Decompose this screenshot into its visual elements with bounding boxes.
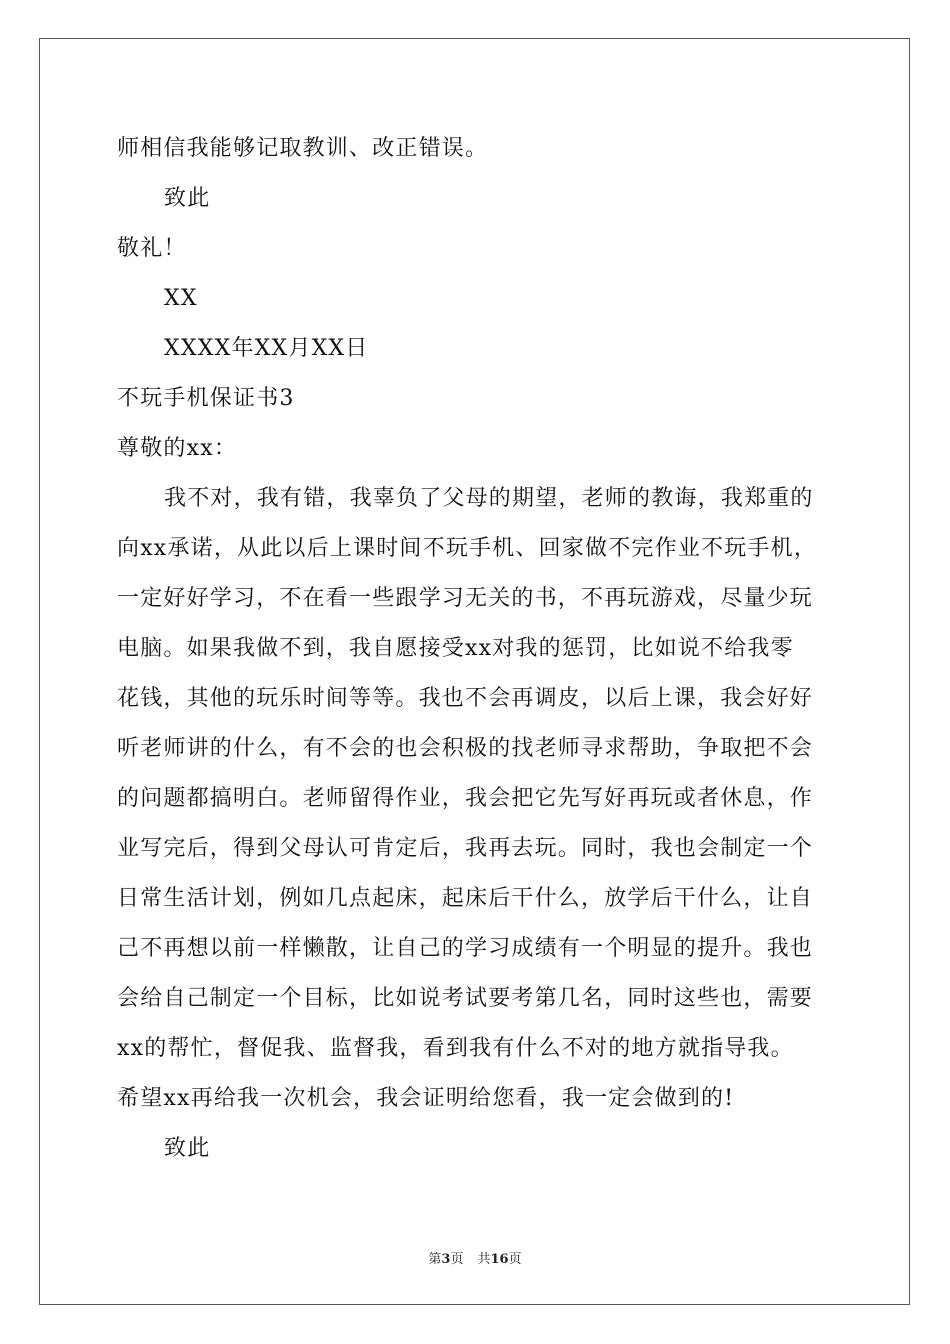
paragraph-line: 希望xx再给我一次机会，我会证明给您看，我一定会做到的! [117,1086,735,1111]
footer-page-prefix: 第 [428,1252,442,1267]
paragraph-line: 业写完后，得到父母认可肯定后，我再去玩。同时，我也会制定一个 [117,836,814,861]
paragraph-line: 听老师讲的什么，有不会的也会积极的找老师寻求帮助，争取把不会 [117,736,814,761]
paragraph-line: 一定好好学习，不在看一些跟学习无关的书，不再玩游戏，尽量少玩 [117,586,814,611]
section-title: 不玩手机保证书3 [117,386,295,411]
text-line: 师相信我能够记取教训、改正错误。 [117,136,489,161]
footer-page-number: 3 [441,1252,451,1267]
paragraph-line: xx的帮忙，督促我、监督我，看到我有什么不对的地方就指导我。 [117,1036,794,1061]
signature-date: XXXX年XX月XX日 [164,336,369,361]
document-body [117,124,837,1174]
footer-total-suffix: 页 [508,1252,522,1267]
salutation-line: 敬礼！ [117,236,187,261]
page-footer [0,1248,950,1267]
paragraph-line: 我不对，我有错，我辜负了父母的期望，老师的教诲，我郑重的 [164,486,814,511]
paragraph-line: 花钱，其他的玩乐时间等等。我也不会再调皮，以后上课，我会好好 [117,686,814,711]
paragraph-line: 向xx承诺，从此以后上课时间不玩手机、回家做不完作业不玩手机， [117,536,818,561]
closing-line: 致此 [164,1136,211,1161]
paragraph-line: 日常生活计划，例如几点起床，起床后干什么，放学后干什么，让自 [117,886,814,911]
paragraph-line: 会给自己制定一个目标，比如说考试要考第几名，同时这些也，需要 [117,986,814,1011]
paragraph-line: 的问题都搞明白。老师留得作业，我会把它先写好再玩或者休息，作 [117,786,814,811]
paragraph-line: 己不再想以前一样懒散，让自己的学习成绩有一个明显的提升。我也 [117,936,814,961]
signature-name: XX [164,286,198,311]
paragraph-line: 电脑。如果我做不到，我自愿接受xx对我的惩罚，比如说不给我零 [117,636,794,661]
footer-total-prefix: 共 [477,1252,491,1267]
greeting-line: 尊敬的xx： [117,436,238,461]
footer-total-number: 16 [490,1252,509,1267]
footer-page-suffix: 页 [450,1252,464,1267]
closing-line: 致此 [164,186,211,211]
